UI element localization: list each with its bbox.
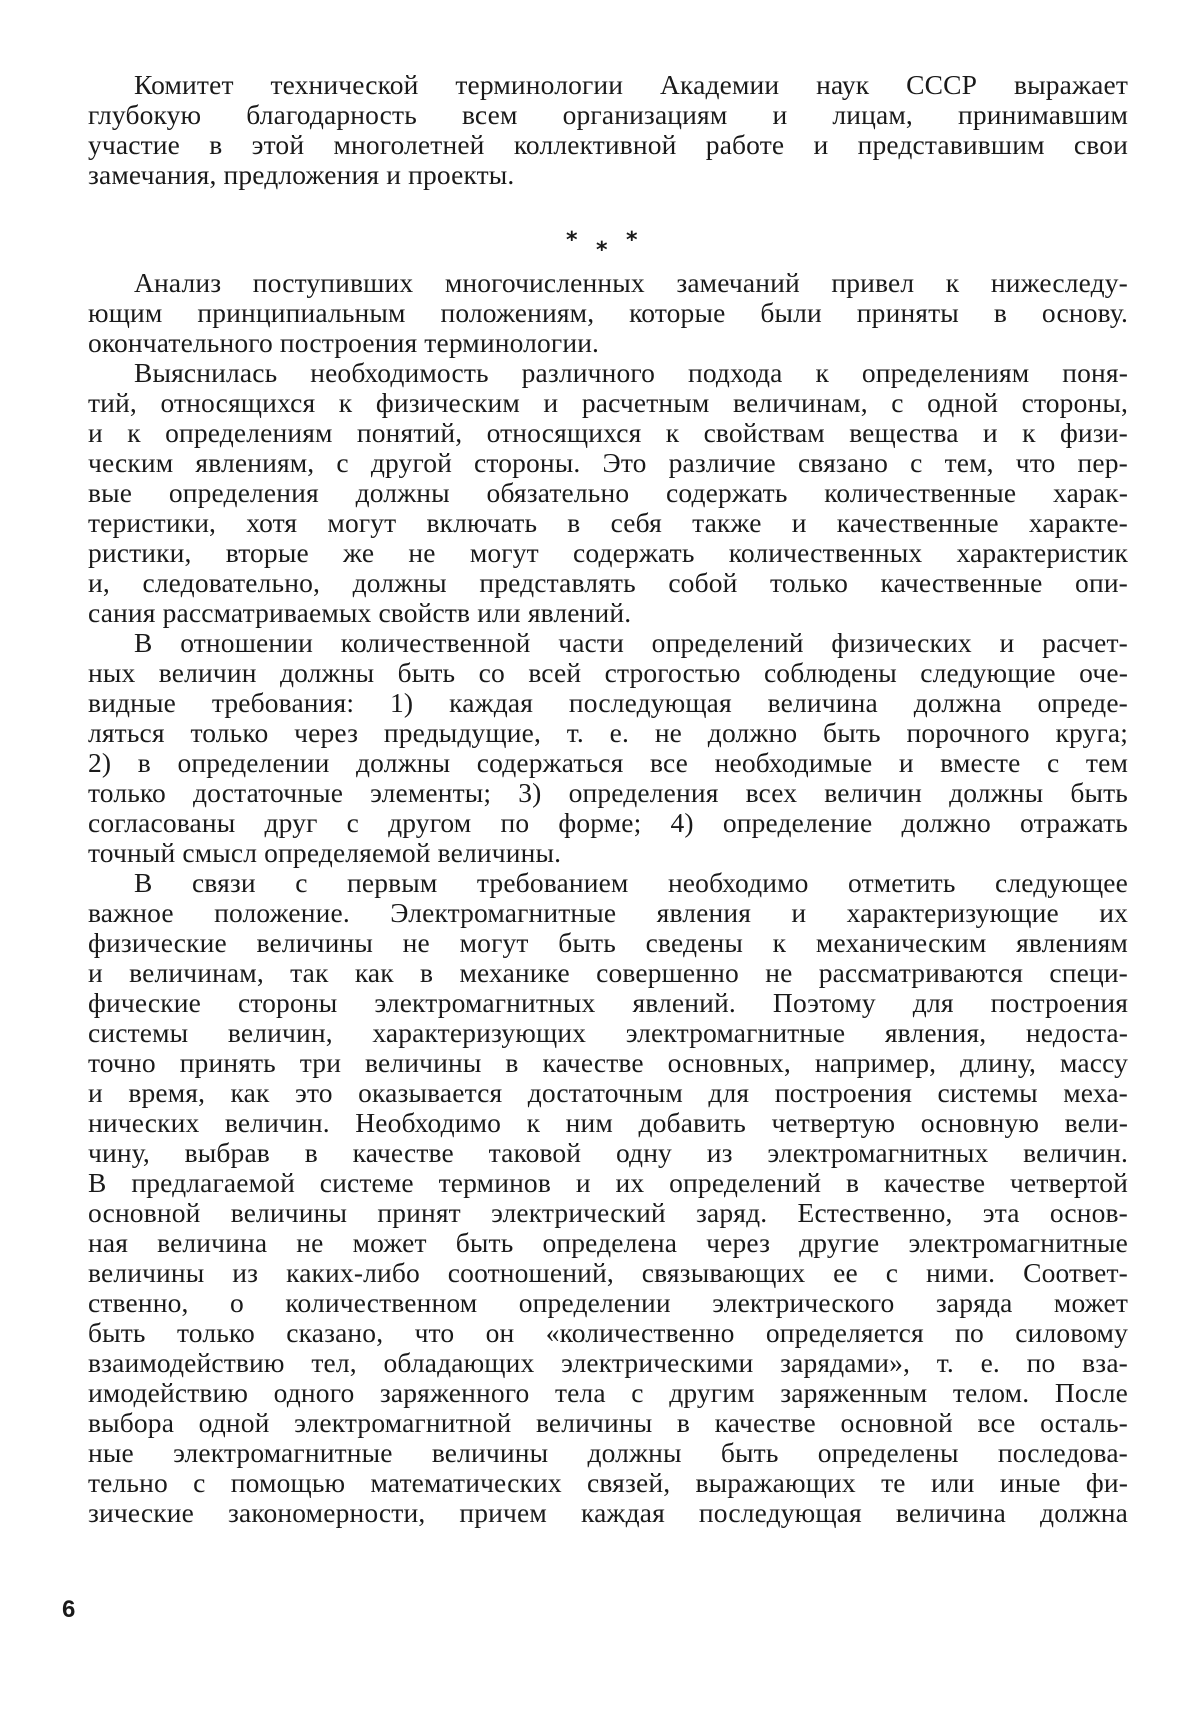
text-line: согласованы друг с другом по форме; 4) определение должно отражать bbox=[88, 808, 1128, 838]
paragraph-definitions bbox=[88, 358, 1128, 628]
paragraph-electromagnetic bbox=[88, 868, 1128, 1528]
section-separator bbox=[560, 228, 670, 268]
text-line: ристики, вторые же не могут содержать количественных характеристик bbox=[88, 538, 1128, 568]
separator-asterisk: * bbox=[566, 228, 578, 253]
text-line: ческим явлениям, с другой стороны. Это различие связано с тем, что пер- bbox=[88, 448, 1128, 478]
text-line: ная величина не может быть определена через другие электромагнитные bbox=[88, 1228, 1128, 1258]
text-line: нических величин. Необходимо к ним добавить четвертую основную вели- bbox=[88, 1108, 1128, 1138]
text-line: и величинам, так как в механике совершенно не рассматриваются специ- bbox=[88, 958, 1128, 988]
text-line: взаимодействию тел, обладающих электрическими зарядами», т. е. по вза- bbox=[88, 1348, 1128, 1378]
text-line: В отношении количественной части определений физических и расчет- bbox=[88, 628, 1128, 658]
text-line: Анализ поступивших многочисленных замечаний привел к нижеследу- bbox=[88, 268, 1128, 298]
text-line: точно принять три величины в качестве основных, например, длину, массу bbox=[88, 1048, 1128, 1078]
text-line: ющим принципиальным положениям, которые были приняты в основу. bbox=[88, 298, 1128, 328]
text-line: фические стороны электромагнитных явлений. Поэтому для построения bbox=[88, 988, 1128, 1018]
text-line: только достаточные элементы; 3) определения всех величин должны быть bbox=[88, 778, 1128, 808]
text-line: сания рассматриваемых свойств или явлений. bbox=[88, 598, 1128, 628]
text-line: чину, выбрав в качестве таковой одну из электромагнитных величин. bbox=[88, 1138, 1128, 1168]
text-line: и к определениям понятий, относящихся к свойствам вещества и к физи- bbox=[88, 418, 1128, 448]
text-line: важное положение. Электромагнитные явления и характеризующие их bbox=[88, 898, 1128, 928]
text-line: замечания, предложения и проекты. bbox=[88, 160, 1128, 190]
text-line: системы величин, характеризующих электромагнитные явления, недоста- bbox=[88, 1018, 1128, 1048]
text-line: точный смысл определяемой величины. bbox=[88, 838, 1128, 868]
text-line: Выяснилась необходимость различного подхода к определениям поня- bbox=[88, 358, 1128, 388]
text-line: ных величин должны быть со всей строгостью соблюдены следующие оче- bbox=[88, 658, 1128, 688]
paragraph-analysis bbox=[88, 268, 1128, 358]
text-line: 2) в определении должны содержаться все необходимые и вместе с тем bbox=[88, 748, 1128, 778]
text-line: и время, как это оказывается достаточным для построения системы меха- bbox=[88, 1078, 1128, 1108]
text-line: ляться только через предыдущие, т. е. не должно быть порочного круга; bbox=[88, 718, 1128, 748]
text-line: тий, относящихся к физическим и расчетным величинам, с одной стороны, bbox=[88, 388, 1128, 418]
separator-asterisk: * bbox=[596, 238, 608, 263]
text-line: ственно, о количественном определении электрического заряда может bbox=[88, 1288, 1128, 1318]
text-line: величины из каких-либо соотношений, связывающих ее с ними. Соответ- bbox=[88, 1258, 1128, 1288]
text-line: глубокую благодарность всем организациям и лицам, принимавшим bbox=[88, 100, 1128, 130]
text-line: тельно с помощью математических связей, выражающих те или иные фи- bbox=[88, 1468, 1128, 1498]
text-line: вые определения должны обязательно содержать количественные харак- bbox=[88, 478, 1128, 508]
text-line: имодействию одного заряженного тела с другим заряженным телом. После bbox=[88, 1378, 1128, 1408]
text-line: окончательного построения терминологии. bbox=[88, 328, 1128, 358]
book-page bbox=[0, 0, 1200, 1729]
paragraph-requirements bbox=[88, 628, 1128, 868]
page-number: 6 bbox=[62, 1596, 75, 1624]
text-line: В предлагаемой системе терминов и их определений в качестве четвертой bbox=[88, 1168, 1128, 1198]
text-line: В связи с первым требованием необходимо отметить следующее bbox=[88, 868, 1128, 898]
text-line: выбора одной электромагнитной величины в качестве основной все осталь- bbox=[88, 1408, 1128, 1438]
text-line: основной величины принят электрический заряд. Естественно, эта основ- bbox=[88, 1198, 1128, 1228]
text-line: зические закономерности, причем каждая последующая величина должна bbox=[88, 1498, 1128, 1528]
text-line: быть только сказано, что он «количественно определяется по силовому bbox=[88, 1318, 1128, 1348]
text-line: видные требования: 1) каждая последующая величина должна опреде- bbox=[88, 688, 1128, 718]
text-line: теристики, хотя могут включать в себя также и качественные характе- bbox=[88, 508, 1128, 538]
text-line: физические величины не могут быть сведены к механическим явлениям bbox=[88, 928, 1128, 958]
text-line: ные электромагнитные величины должны быть определены последова- bbox=[88, 1438, 1128, 1468]
paragraph-acknowledgement bbox=[88, 70, 1128, 190]
text-line: и, следовательно, должны представлять собой только качественные опи- bbox=[88, 568, 1128, 598]
text-line: Комитет технической терминологии Академии наук СССР выражает bbox=[88, 70, 1128, 100]
separator-asterisk: * bbox=[626, 228, 638, 253]
text-line: участие в этой многолетней коллективной работе и представившим свои bbox=[88, 130, 1128, 160]
